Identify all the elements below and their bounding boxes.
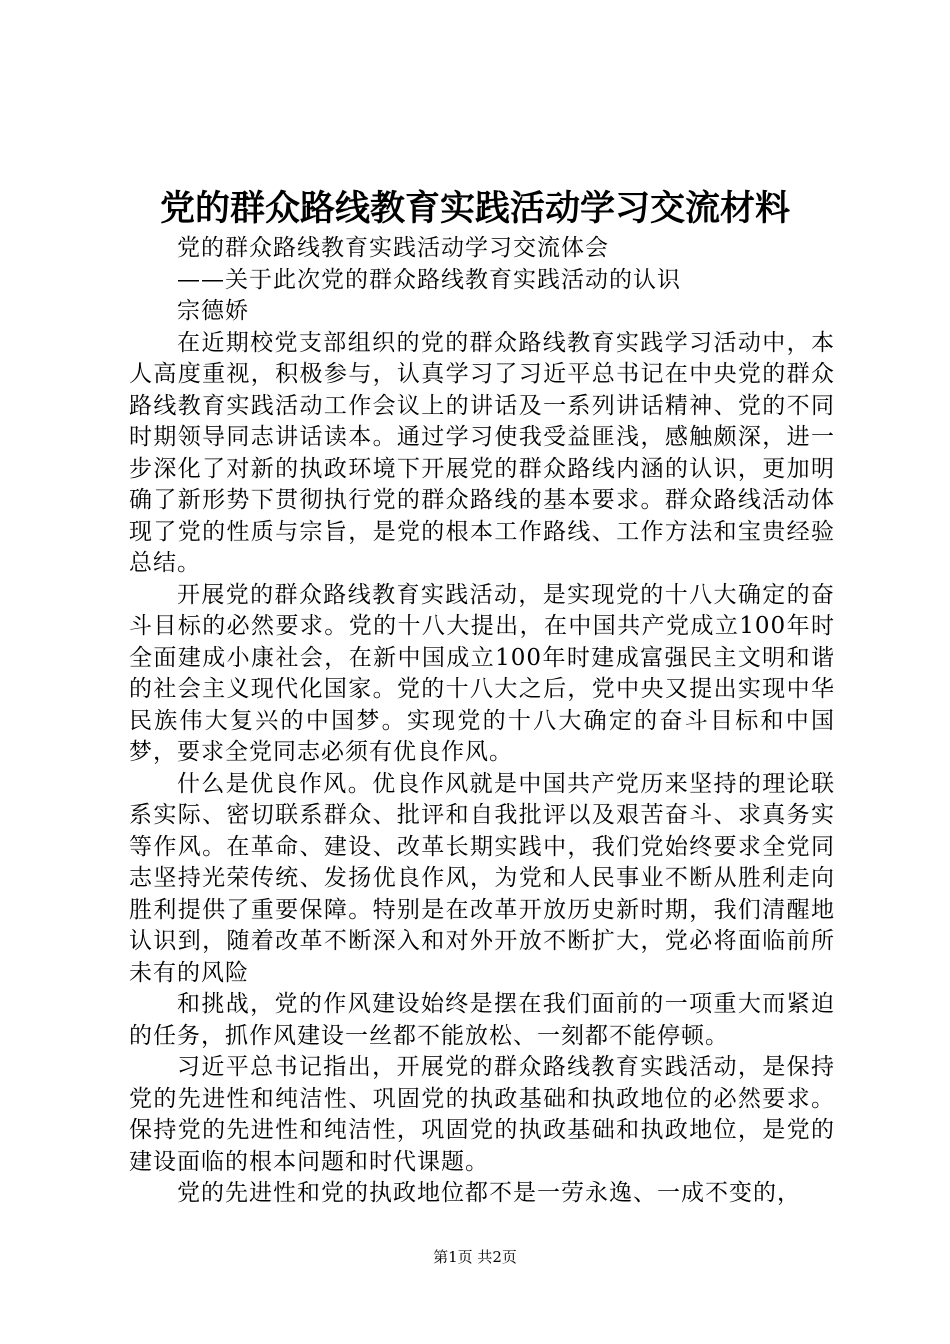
document-subtitle: 党的群众路线教育实践活动学习交流体会: [177, 235, 609, 261]
paragraph: 习近平总书记指出，开展党的群众路线教育实践活动，是保持党的先进性和纯洁性、巩固党的执政基础和执政地位的必然要求。保持党的先进性和纯洁性，巩固党的执政基础和执政地位，是党的建设面临的根本问题和时代课题。: [129, 1054, 835, 1175]
paragraph: 和挑战，党的作风建设始终是摆在我们面前的一项重大而紧迫的任务，抓作风建设一丝都不能放松、一刻都不能停顿。: [129, 991, 835, 1049]
paragraph: 党的先进性和党的执政地位都不是一劳永逸、一成不变的，: [177, 1180, 801, 1206]
paragraph: 什么是优良作风。优良作风就是中国共产党历来坚持的理论联系实际、密切联系群众、批评和自我批评以及艰苦奋斗、求真务实等作风。在革命、建设、改革长期实践中，我们党始终要求全党同志坚持光荣传统、发扬优良作风，为党和人民事业不断从胜利走向胜利提供了重要保障。特别是在改革开放历史新时期，我们清醒地认识到，随着改革不断深入和对外开放不断扩大，党必将面临前所未有的风险: [129, 770, 835, 986]
document-title: 党的群众路线教育实践活动学习交流材料: [159, 188, 790, 229]
paragraph: 开展党的群众路线教育实践活动，是实现党的十八大确定的奋斗目标的必然要求。党的十八大提出，在中国共产党成立100年时全面建成小康社会，在新中国成立100年时建成富强民主文明和谐的社会主义现代化国家。党的十八大之后，党中央又提出实现中华民族伟大复兴的中国梦。实现党的十八大确定的奋斗目标和中国梦，要求全党同志必须有优良作风。: [129, 581, 835, 765]
page-footer: 第1页 共2页: [433, 1248, 517, 1266]
document-subheading: ——关于此次党的群众路线教育实践活动的认识: [177, 266, 681, 293]
document-author: 宗德娇: [177, 298, 249, 324]
document-body: [129, 233, 835, 1210]
paragraph: 在近期校党支部组织的党的群众路线教育实践学习活动中，本人高度重视，积极参与，认真学习了习近平总书记在中央党的群众路线教育实践活动工作会议上的讲话及一系列讲话精神、党的不同时期领导同志讲话读本。通过学习使我受益匪浅，感触颇深，进一步深化了对新的执政环境下开展党的群众路线内涵的认识，更加明确了新形势下贯彻执行党的群众路线的基本要求。群众路线活动体现了党的性质与宗旨，是党的根本工作路线、工作方法和宝贵经验总结。: [129, 329, 835, 576]
